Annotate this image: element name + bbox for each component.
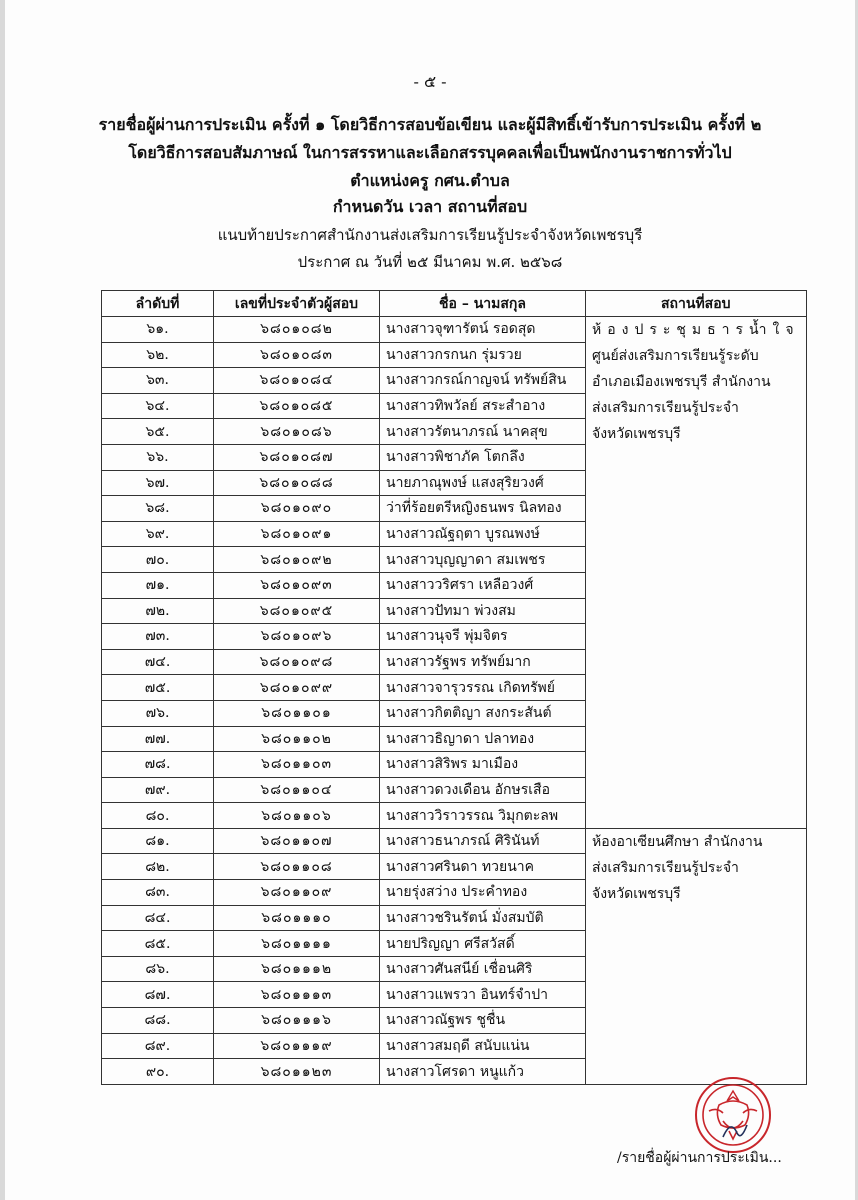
- order-cell: ๖๙.: [102, 521, 214, 547]
- exam-id-cell: ๖๘๐๑๑๑๖: [214, 1008, 380, 1034]
- exam-id-cell: ๖๘๐๑๑๑๒: [214, 956, 380, 982]
- order-cell: ๗๘.: [102, 752, 214, 778]
- order-cell: ๘๗.: [102, 982, 214, 1008]
- order-cell: ๗๓.: [102, 624, 214, 650]
- order-cell: ๗๗.: [102, 726, 214, 752]
- table-row: [102, 317, 807, 343]
- candidate-name-cell: นางสาววริศรา เหลือวงศ์: [380, 572, 586, 598]
- exam-id-cell: ๖๘๐๑๑๐๓: [214, 752, 380, 778]
- order-cell: ๘๑.: [102, 828, 214, 854]
- exam-id-cell: ๖๘๐๑๑๐๒: [214, 726, 380, 752]
- exam-id-cell: ๖๘๐๑๐๙๖: [214, 624, 380, 650]
- exam-id-cell: ๖๘๐๑๑๐๑: [214, 700, 380, 726]
- candidate-name-cell: นางสาวสมฤดี สนับแน่น: [380, 1033, 586, 1059]
- candidate-name-cell: นางสาวจารุวรรณ เกิดทรัพย์: [380, 675, 586, 701]
- exam-id-cell: ๖๘๐๑๑๐๗: [214, 828, 380, 854]
- candidate-name-cell: นางสาวธนาภรณ์ ศิรินันท์: [380, 828, 586, 854]
- candidate-name-cell: นางสาวสิริพร มาเมือง: [380, 752, 586, 778]
- candidate-name-cell: นายภาณุพงษ์ แสงสุริยวงศ์: [380, 470, 586, 496]
- page-number: - ๕ -: [413, 72, 447, 91]
- order-cell: ๖๒.: [102, 342, 214, 368]
- heading-line-6: ประกาศ ณ วันที่ ๒๕ มีนาคม พ.ศ. ๒๕๖๘: [297, 253, 563, 271]
- header-exam-id: เลขที่ประจำตัวผู้สอบ: [214, 291, 380, 317]
- candidate-table: [101, 290, 807, 1085]
- candidate-name-cell: นางสาวนุจรี พุ่มจิตร: [380, 624, 586, 650]
- document-page: [5, 0, 855, 1200]
- venue-line: อำเภอเมืองเพชรบุรี สำนักงาน: [592, 374, 771, 390]
- exam-id-cell: ๖๘๐๑๐๙๑: [214, 521, 380, 547]
- heading-line-1: รายชื่อผู้ผ่านการประเมิน ครั้งที่ ๑ โดยวิธีการสอบข้อเขียน และผู้มีสิทธิ์เข้ารับการประเมิน ครั้งที่ ๒: [98, 115, 762, 134]
- exam-id-cell: ๖๘๐๑๐๘๕: [214, 393, 380, 419]
- candidate-name-cell: นางสาวบุญญาดา สมเพชร: [380, 547, 586, 573]
- venue-line: จังหวัดเพชรบุรี: [592, 885, 681, 902]
- order-cell: ๖๕.: [102, 419, 214, 445]
- venue-line: ศูนย์ส่งเสริมการเรียนรู้ระดับ: [592, 348, 759, 364]
- exam-id-cell: ๖๘๐๑๑๑๑: [214, 931, 380, 957]
- exam-id-cell: ๖๘๐๑๑๐๘: [214, 854, 380, 880]
- heading-line-4: กำหนดวัน เวลา สถานที่สอบ: [332, 197, 528, 216]
- exam-id-cell: ๖๘๐๑๑๑๐: [214, 905, 380, 931]
- table-body: [102, 317, 807, 1085]
- order-cell: ๖๓.: [102, 368, 214, 394]
- exam-id-cell: ๖๘๐๑๑๑๓: [214, 982, 380, 1008]
- candidate-name-cell: นางสาวรัฐพร ทรัพย์มาก: [380, 649, 586, 675]
- candidate-name-cell: นางสาวณัฐพร ชูชื่น: [380, 1008, 586, 1034]
- candidate-name-cell: นางสาวปัทมา พ่วงสม: [380, 598, 586, 624]
- official-seal-stamp: [693, 1075, 773, 1155]
- candidate-name-cell: นางสาววิราวรรณ วิมุกตะลพ: [380, 803, 586, 829]
- exam-id-cell: ๖๘๐๑๑๒๓: [214, 1059, 380, 1085]
- order-cell: ๘๘.: [102, 1008, 214, 1034]
- order-cell: ๗๒.: [102, 598, 214, 624]
- exam-id-cell: ๖๘๐๑๐๙๙: [214, 675, 380, 701]
- venue-line: ห้องประชุมธารน้ำใจ: [592, 322, 800, 338]
- order-cell: ๖๔.: [102, 393, 214, 419]
- table-header-row: [102, 291, 807, 317]
- order-cell: ๘๐.: [102, 803, 214, 829]
- order-cell: ๗๕.: [102, 675, 214, 701]
- exam-id-cell: ๖๘๐๑๑๐๔: [214, 777, 380, 803]
- candidate-name-cell: นางสาวธิญาดา ปลาทอง: [380, 726, 586, 752]
- candidate-name-cell: นางสาวกรกนก รุ่มรวย: [380, 342, 586, 368]
- candidate-name-cell: นางสาวโศรดา หนูแก้ว: [380, 1059, 586, 1085]
- order-cell: ๘๒.: [102, 854, 214, 880]
- order-cell: ๘๕.: [102, 931, 214, 957]
- order-cell: ๗๖.: [102, 700, 214, 726]
- order-cell: ๙๐.: [102, 1059, 214, 1085]
- continuation-note: /รายชื่อผู้ผ่านการประเมิน...: [617, 1150, 782, 1166]
- exam-id-cell: ๖๘๐๑๐๙๕: [214, 598, 380, 624]
- candidate-name-cell: นางสาวทิพวัลย์ สระสำอาง: [380, 393, 586, 419]
- heading-line-5: แนบท้ายประกาศสำนักงานส่งเสริมการเรียนรู้ประจำจังหวัดเพชรบุรี: [217, 226, 643, 244]
- venue-cell: [586, 828, 807, 1084]
- venue-cell: [586, 317, 807, 829]
- exam-id-cell: ๖๘๐๑๐๘๔: [214, 368, 380, 394]
- candidate-name-cell: นางสาวณัฐฤตา บูรณพงษ์: [380, 521, 586, 547]
- order-cell: ๖๑.: [102, 317, 214, 343]
- candidate-name-cell: นางสาวศรินดา ทวยนาค: [380, 854, 586, 880]
- heading-line-2: โดยวิธีการสอบสัมภาษณ์ ในการสรรหาและเลือกสรรบุคคลเพื่อเป็นพนักงานราชการทั่วไป: [128, 143, 732, 162]
- order-cell: ๘๖.: [102, 956, 214, 982]
- venue-line: ส่งเสริมการเรียนรู้ประจำ: [592, 400, 739, 416]
- order-cell: ๗๐.: [102, 547, 214, 573]
- venue-line: ส่งเสริมการเรียนรู้ประจำ: [592, 859, 739, 876]
- candidate-name-cell: นางสาวกิตติญา สงกระสันต์: [380, 700, 586, 726]
- candidate-name-cell: นางสาวพิชาภัค โตกลึง: [380, 444, 586, 470]
- candidate-name-cell: นางสาวดวงเดือน อักษรเสือ: [380, 777, 586, 803]
- header-order: ลำดับที่: [102, 291, 214, 317]
- candidate-name-cell: นางสาวศันสนีย์ เชื่อนศิริ: [380, 956, 586, 982]
- candidate-name-cell: ว่าที่ร้อยตรีหญิงธนพร นิลทอง: [380, 496, 586, 522]
- candidate-name-cell: นางสาวชรินรัตน์ มั่งสมบัติ: [380, 905, 586, 931]
- exam-id-cell: ๖๘๐๑๐๙๓: [214, 572, 380, 598]
- exam-id-cell: ๖๘๐๑๐๘๖: [214, 419, 380, 445]
- order-cell: ๗๑.: [102, 572, 214, 598]
- candidate-name-cell: นางสาวแพรวา อินทร์จำปา: [380, 982, 586, 1008]
- order-cell: ๖๖.: [102, 444, 214, 470]
- candidate-name-cell: นางสาวกรณ์กาญจน์ ทรัพย์สิน: [380, 368, 586, 394]
- exam-id-cell: ๖๘๐๑๑๐๙: [214, 880, 380, 906]
- exam-id-cell: ๖๘๐๑๐๘๒: [214, 317, 380, 343]
- order-cell: ๘๔.: [102, 905, 214, 931]
- exam-id-cell: ๖๘๐๑๐๘๗: [214, 444, 380, 470]
- exam-id-cell: ๖๘๐๑๐๙๐: [214, 496, 380, 522]
- exam-id-cell: ๖๘๐๑๑๐๖: [214, 803, 380, 829]
- order-cell: ๗๔.: [102, 649, 214, 675]
- exam-id-cell: ๖๘๐๑๐๙๒: [214, 547, 380, 573]
- heading-line-3: ตำแหน่งครู กศน.ตำบล: [350, 171, 510, 190]
- table-row: [102, 828, 807, 854]
- candidate-name-cell: นางสาวรัตนาภรณ์ นาคสุข: [380, 419, 586, 445]
- candidate-name-cell: นายรุ่งสว่าง ประคำทอง: [380, 880, 586, 906]
- order-cell: ๖๗.: [102, 470, 214, 496]
- venue-line: จังหวัดเพชรบุรี: [592, 426, 681, 442]
- order-cell: ๗๙.: [102, 777, 214, 803]
- exam-id-cell: ๖๘๐๑๑๑๙: [214, 1033, 380, 1059]
- order-cell: ๘๙.: [102, 1033, 214, 1059]
- header-name: ชื่อ – นามสกุล: [380, 291, 586, 317]
- order-cell: ๖๘.: [102, 496, 214, 522]
- order-cell: ๘๓.: [102, 880, 214, 906]
- candidate-name-cell: นายปริญญา ศรีสวัสดิ์: [380, 931, 586, 957]
- exam-id-cell: ๖๘๐๑๐๘๘: [214, 470, 380, 496]
- exam-id-cell: ๖๘๐๑๐๙๘: [214, 649, 380, 675]
- venue-line: ห้องอาเซียนศึกษา สำนักงาน: [592, 833, 763, 850]
- exam-id-cell: ๖๘๐๑๐๘๓: [214, 342, 380, 368]
- candidate-name-cell: นางสาวจุฑารัตน์ รอดสุด: [380, 317, 586, 343]
- header-venue: สถานที่สอบ: [586, 291, 807, 317]
